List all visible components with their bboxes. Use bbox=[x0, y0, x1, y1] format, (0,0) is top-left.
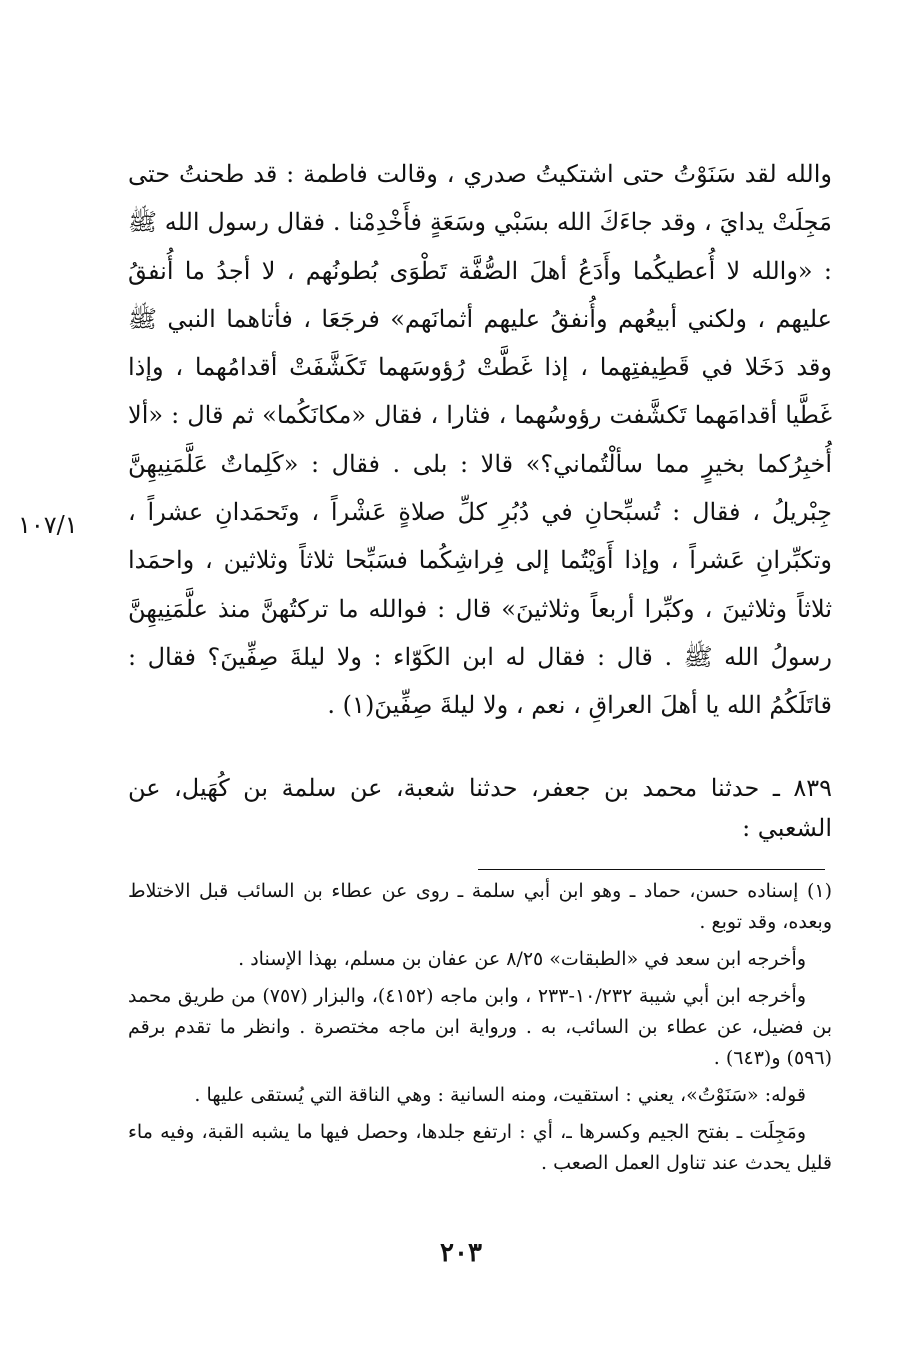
hadith-839-chain bbox=[128, 768, 832, 848]
footnote-gloss-majilat: ومَجِلَت ـ بفتح الجيم وكسرها ـ، أي : ارتفع جلدها، وحصل فيها ما يشبه القبة، وفيه ماء قليل يحدث عند تناول العمل الصعب . bbox=[128, 1121, 832, 1174]
hadith-paragraph: والله لقد سَنَوْتُ حتى اشتكيتُ صدري ، وقالت فاطمة : قد طحنتُ حتى مَجِلَتْ يدايَ ، وقد جاءَكَ الله بسَبْي وسَعَةٍ فأَخْدِمْنا . فقال رسول الله ﷺ : «والله لا أُعطيكُما وأَدَعُ أهلَ الصُّفَّة تَطْوَى بُطونُهم ، لا أجدُ ما أُنفقُ عليهم ، ولكني أبيعُهم وأُنفقُ عليهم أثمانَهم» فرجَعَا ، فأتاهما النبي ﷺ وقد دَخَلا في قَطِيفتِهما ، إذا غَطَّتْ رُؤوسَهما تَكَشَّفَتْ أقدامُهما ، وإذا غَطَّيا أقدامَهما تَكشَّفت رؤوسُهما ، فثارا ، فقال «مكانَكُما» ثم قال : «ألا أُخبِرُكما بخيرٍ مما سألْتُماني؟» قالا : بلى . فقال : «كَلِماتٌ عَلَّمَنِيهِنَّ جِبْريلُ ، فقال : تُسبِّحانِ في دُبُرِ كلِّ صلاةٍ عَشْراً ، وتَحمَدانِ عشراً ، وتكبِّرانِ عَشراً ، وإذا أَوَيْتُما إلى فِراشِكُما فسَبِّحا ثلاثاً وثلاثين ، واحمَدا ثلاثاً وثلاثينَ ، وكبِّرا أربعاً وثلاثينَ» قال : فوالله ما تركتُهنَّ منذ علَّمَنِيهِنَّ رسولُ الله ﷺ . قال : فقال له ابن الكَوّاء : ولا ليلةَ صِفِّينَ؟ فقال : قاتَلَكُمُ الله يا أهلَ العراقِ ، نعم ، ولا ليلةَ صِفِّينَ(١) . bbox=[128, 160, 833, 720]
margin-volume-reference: ١٠٧/١ bbox=[18, 511, 78, 539]
footnote-divider bbox=[478, 869, 825, 870]
footnotes bbox=[128, 876, 832, 1185]
footnote-gloss-sanawtu: قوله: «سَنَوْتُ»، يعني : استقيت، ومنه السانية : وهي الناقة التي يُستقى عليها . bbox=[194, 1084, 806, 1106]
page-number: ٢٠٣ bbox=[440, 1238, 482, 1268]
hadith-839-paragraph: ٨٣٩ ـ حدثنا محمد بن جعفر، حدثنا شعبة، عن سلمة بن كُهَيل، عن الشعبي : bbox=[128, 774, 832, 842]
hadith-body-text bbox=[128, 150, 832, 730]
footnote-source-ibn-abi-shaybah: وأخرجه ابن أبي شيبة ١٠/٢٣٢-٢٣٣ ، وابن ماجه (٤١٥٢)، والبزار (٧٥٧) من طريق محمد بن فضيل، عن عطاء بن السائب، به . ورواية ابن ماجه مختصرة . وانظر ما تقدم برقم (٥٩٦) و(٦٤٣) . bbox=[128, 985, 832, 1069]
footnote-1: (١) إسناده حسن، حماد ـ وهو ابن أبي سلمة ـ روى عن عطاء بن السائب قبل الاختلاط وبعده، وقد توبع . bbox=[128, 880, 832, 933]
footnote-source-ibn-saad: وأخرجه ابن سعد في «الطبقات» ٨/٢٥ عن عفان بن مسلم، بهذا الإسناد . bbox=[238, 948, 806, 970]
